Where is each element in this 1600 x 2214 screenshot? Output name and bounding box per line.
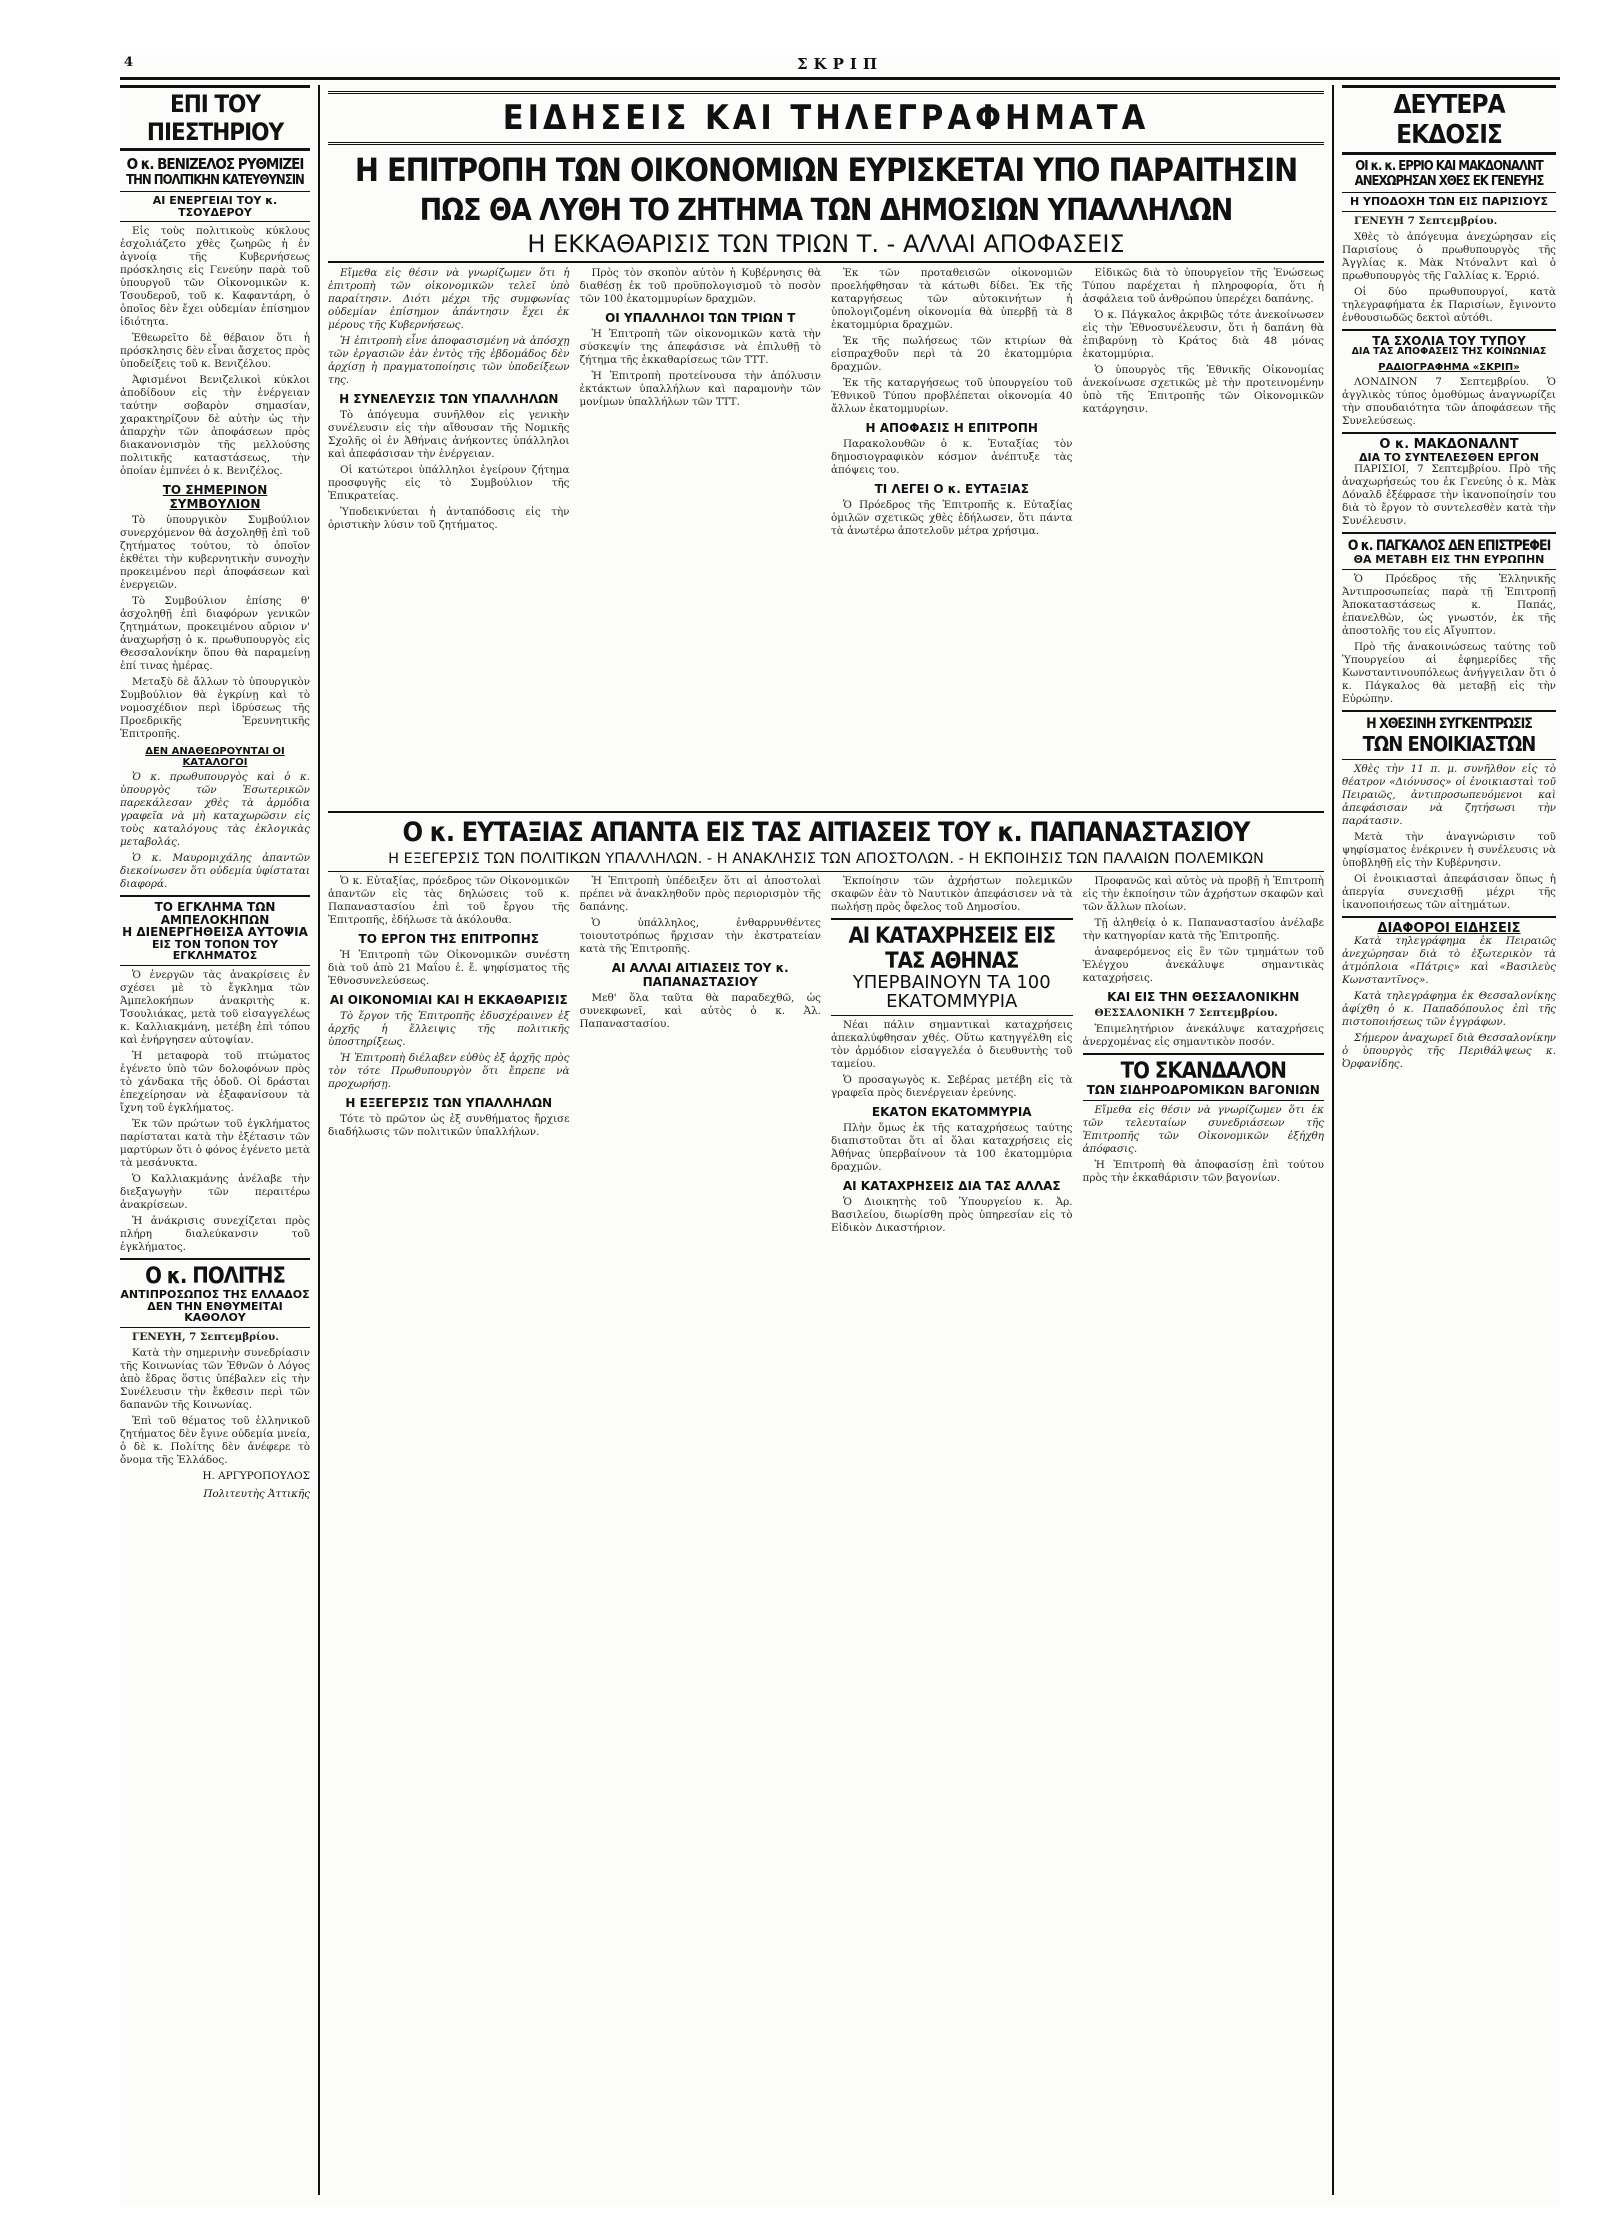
section-heading: ΑΙ ΑΛΛΑΙ ΑΙΤΙΑΣΕΙΣ ΤΟΥ κ. ΠΑΠΑΝΑΣΤΑΣΙΟΥ (611, 961, 789, 990)
sub-headline: Η ΥΠΟΔΟΧΗ ΤΩΝ ΕΙΣ ΠΑΡΙΣΙΟΥΣ (1349, 195, 1549, 208)
article-paragraph: Ὁ ὑπουργὸς τῆς Ἐθνικῆς Οἰκονομίας ἀνεκοίνωσε σχετικῶς μὲ τὴν προτεινομένην ὑπὸ τῆς Ἐπιτροπῆς τῶν Οἰκονομικῶν κατάργησιν. (1082, 364, 1324, 416)
section-heading: Η ΕΞΕΓΕΡΣΙΣ ΤΩΝ ΥΠΑΛΛΗΛΩΝ (345, 1096, 553, 1111)
article-paragraph: Πλὴν ὅμως ἐκ τῆς καταχρήσεως ταύτης διαπιστοῦται ὅτι αἱ ὅλαι καταχρήσεις εἰς Ἀθήνας ὑπερβαίνουν τὰ 100 ἑκατομμύρια δραχμῶν. (831, 1122, 1073, 1174)
lead-headline-3: ΑΙ ΕΝΕΡΓΕΙΑΙ ΤΟΥ κ. ΤΣΟΥΔΕΡΟΥ (152, 194, 278, 219)
masthead (120, 55, 1560, 80)
sub-headline: ΔΙΑ ΤΑΣ ΑΠΟΦΑΣΕΙΣ ΤΗΣ ΚΟΙΝΩΝΙΑΣ (1351, 346, 1547, 358)
article-column (328, 875, 570, 2105)
left-title: ΕΠΙ ΤΟΥ ΠΙΕΣΤΗΡΙΟΥ (120, 85, 310, 151)
dateline: ΓΕΝΕΥΗ 7 Σεπτεμβρίου. (1354, 214, 1498, 227)
article-paragraph: Μετὰ τὴν ἀναγνώρισιν τοῦ ψηφίσματος ἐνέκρινεν ἡ συνέλευσις νὰ ὑποβληθῇ εἰς τὴν Κυβέρνησιν. (1342, 830, 1556, 869)
headline: Ο κ. ΠΑΓΚΑΛΟΣ ΔΕΝ ΕΠΙΣΤΡΕΦΕΙ (1347, 538, 1551, 555)
article-paragraph: Ὁ κ. Μαυρομιχάλης ἀπαντῶν διεκοίνωσεν ὅτι οὐδεμία ὑφίσταται διαφορά. (120, 852, 310, 891)
article-paragraph: Οἱ δύο πρωθυπουργοί, κατὰ τηλεγραφήματα ἐκ Παρισίων, ἔγινοντο ἐνθουσιωδῶς δεκτοὶ αὐτόθι. (1342, 285, 1556, 324)
article-paragraph: Ἡ Ἐπιτροπὴ ὑπέδειξεν ὅτι αἱ ἀποστολαὶ πρέπει νὰ ἀνακληθοῦν πρὸς περιορισμὸν τῆς δαπάνης. (579, 875, 821, 914)
article-paragraph: Μεταξὺ δὲ ἄλλων τὸ ὑπουργικὸν Συμβούλιον θὰ ἐγκρίνῃ καὶ τὸ νομοσχέδιον περὶ ἱδρύσεως τῆς Προεδρικῆς Ἐρευνητικῆς Ἐπιτροπῆς. (120, 676, 310, 741)
article-paragraph: Ἡ Ἐπιτροπὴ τῶν οἰκονομικῶν κατὰ τὴν σύσκεψίν της ἀπεφάσισε νὰ ἐπιλυθῇ τὸ ζήτημα τῆς ἐκκαθαρίσεως τῶν ΤΤΤ. (579, 328, 821, 367)
headline: ΤΑ ΣΧΟΛΙΑ ΤΟΥ ΤΥΠΟΥ (1372, 333, 1526, 348)
headline: Ο κ. ΠΟΛΙΤΗΣ (145, 1263, 285, 1289)
headline: ΕΙΣ ΤΟΝ ΤΟΠΟΝ ΤΟΥ ΕΓΚΛΗΜΑΤΟΣ (151, 937, 279, 963)
article-paragraph: Ὁ ὑπάλληλος, ἐνθαρρυνθέντες τοιουτοτρόπως ἤρχισαν τὴν ἐκστρατείαν κατὰ τῆς Ἐπιτροπῆς. (579, 917, 821, 956)
lead-headline-1: Ο κ. ΒΕΝΙΖΕΛΟΣ ΡΥΘΜΙΖΕΙ (126, 155, 304, 173)
article-column (580, 875, 822, 2105)
article-paragraph: Ὁ κ. Εὐταξίας, πρόεδρος τῶν Οἰκονομικῶν ἀπαντῶν εἰς τὰς δηλώσεις τοῦ κ. Παπαναστασίου ἐπὶ τοῦ ἔργου τῆς Ἐπιτροπῆς, ἐδήλωσε τὰ ἀκόλουθα. (328, 875, 570, 927)
newspaper-page (120, 55, 1560, 2205)
article-paragraph: Ἡ Ἐπιτροπὴ προτείνουσα τὴν ἀπόλυσιν ἐκτάκτων ὑπαλλήλων καὶ παραμονὴν τῶν μονίμων ὑπαλλήλων τῶν ΤΤΤ. (579, 370, 821, 409)
signature-title: Πολιτευτὴς Ἀττικῆς (203, 1487, 310, 1500)
section-heading: ΔΕΝ ΑΝΑΘΕΩΡΟΥΝΤΑΙ ΟΙ ΚΑΤΑΛΟΓΟΙ (145, 746, 285, 769)
article-paragraph: Ἐκ τῶν πρώτων τοῦ ἐγκλήματος παρίσταται κατὰ τὴν ἐξέτασιν τῶν μαρτύρων ὅτι ὁ φόνος ἐγένετο μετὰ τὰ μεσάνυκτα. (120, 1117, 310, 1169)
article-paragraph: ΛΟΝΔΙΝΟΝ 7 Σεπτεμβρίου. Ὁ ἀγγλικὸς τύπος ὁμοθύμως ἀναγνωρίζει τὴν σπουδαιότητα τῶν ἀποφάσεων τῆς Συνελεύσεως. (1342, 376, 1556, 428)
article-paragraph: Τὸ ἔργον τῆς Ἐπιτροπῆς ἐδυσχέραινεν ἐξ ἀρχῆς ἡ ἔλλειψις τῆς πολιτικῆς ὑποστηρίξεως. (328, 1010, 570, 1049)
article-paragraph: Οἱ ἐνοικιασταὶ ἀπεφάσισαν ὅπως ἡ ἀπεργία συνεχισθῇ μέχρι τῆς ἱκανοποιήσεως τῶν αἰτημάτων. (1342, 872, 1556, 911)
article-paragraph: Ἐπὶ τοῦ θέματος τοῦ ἑλληνικοῦ ζητήματος δὲν ἔγινε οὐδεμία μνεία, ὁ δὲ κ. Πολίτης δὲν ἀνέφερε τὸ ὄνομα τῆς Ἑλλάδος. (120, 1414, 310, 1466)
article-paragraph: Ὁ Καλλιακμάνης ἀνέλαβε τὴν διεξαγωγὴν τῶν περαιτέρω ἀνακρίσεων. (120, 1172, 310, 1211)
section-band (328, 91, 1324, 145)
headline: ΑΙ ΚΑΤΑΧΡΗΣΕΙΣ ΕΙΣ ΤΑΣ ΑΘΗΝΑΣ (848, 924, 1056, 975)
section-heading: Η ΣΥΝΕΛΕΥΣΙΣ ΤΩΝ ΥΠΑΛΛΗΛΩΝ (339, 392, 559, 407)
right-column (1342, 85, 1556, 1074)
article-column (831, 267, 1073, 807)
article-paragraph: ΠΑΡΙΣΙΟΙ, 7 Σεπτεμβρίου. Πρὸ τῆς ἀναχωρήσεώς του ἐκ Γενεύης ὁ κ. Μὰκ Δόναλδ ἐξέφρασε τὴν ἱκανοποίησίν του διὰ τὸ ἔργον τὸ συντελεσθὲν κατὰ τὴν Συνέλευσιν. (1342, 463, 1556, 528)
sub-headline: ΔΙΑ ΤΟ ΣΥΝΤΕΛΕΣΘΕΝ ΕΡΓΟΝ (1359, 450, 1539, 464)
article-paragraph: Χθὲς τὴν 11 π. μ. συνῆλθον εἰς τὸ θέατρον «Διόνυσος» οἱ ἐνοικιασταὶ τοῦ Πειραιῶς, ἀντιπροσωπευόμενοι καὶ ἀπεφάσισαν νὰ ζητήσωσι τὴν παράτασιν. (1342, 762, 1556, 827)
section-heading: ΑΙ ΟΙΚΟΝΟΜΙΑΙ ΚΑΙ Η ΕΚΚΑΘΑΡΙΣΙΣ (329, 993, 568, 1008)
paper-name: ΣΚΡΙΠ (796, 55, 884, 73)
section-heading: Η ΑΠΟΦΑΣΙΣ Η ΕΠΙΤΡΟΠΗ (865, 421, 1038, 436)
article-paragraph: Εἴμεθα εἰς θέσιν νὰ γνωρίζωμεν ὅτι ἐκ τῶν τελευταίων συνεδριάσεων τῆς Ἐπιτροπῆς τῶν Οἰκονομικῶν ἐξήχθη ἀπόφασις. (1082, 1104, 1324, 1155)
section-heading: ΤΟ ΣΗΜΕΡΙΝΟΝ ΣΥΜΒΟΥΛΙΟΝ (162, 483, 268, 512)
article-paragraph: Ὁ Διοικητὴς τοῦ Ὑπουργείου κ. Ἀρ. Βασιλείου, διωρίσθη πρὸς ὑπηρεσίαν εἰς τὸ Εἰδικὸν Δικαστήριον. (831, 1196, 1073, 1235)
article-paragraph: Ἡ ἐπιτροπὴ εἶνε ἀποφασισμένη νὰ ἀπόσχῃ τῶν ἐργασιῶν ἐὰν ἐντὸς τῆς ἑβδομάδος δὲν ἀρχίσῃ ἡ πραγματοποίησις τῶν ὑποδείξεων της. (328, 335, 570, 387)
main-headline: Η ΕΠΙΤΡΟΠΗ ΤΩΝ ΟΙΚΟΝΟΜΙΩΝ ΕΥΡΙΣΚΕΤΑΙ ΥΠΟ ΠΑΡΑΙΤΗΣΙΝ (354, 151, 1298, 189)
article-paragraph: Χθὲς τὸ ἀπόγευμα ἀνεχώρησαν εἰς Παρισίους ὁ πρωθυπουργὸς τῆς Ἀγγλίας κ. Μὰκ Ντόναλντ καὶ ὁ πρωθυπουργὸς τῆς Γαλλίας κ. Ἐρριό. (1342, 230, 1556, 282)
article-paragraph: Κατὰ τηλεγράφημα ἐκ Πειραιῶς ἀνεχώρησαν διὰ τὸ ἐξωτερικὸν τὰ ἀτμόπλοια «Πάτρις» καὶ «Βασιλεὺς Κωνσταντῖνος». (1342, 935, 1556, 987)
section-heading: ΤΙ ΛΕΓΕΙ Ο κ. ΕΥΤΑΞΙΑΣ (874, 482, 1029, 497)
article-column (1083, 267, 1325, 807)
article-paragraph: Τὸ ἀπόγευμα συνῆλθον εἰς γενικὴν συνέλευσιν εἰς τὴν αἴθουσαν τῆς Νομικῆς Σχολῆς οἱ ἐν Ἀθήναις ἀνήκοντες ὑπάλληλοι καὶ ἀπεφάσισαν τὴν ἐνέργειαν. (328, 409, 570, 461)
section-heading: ΟΙ ΥΠΑΛΛΗΛΟΙ ΤΩΝ ΤΡΙΩΝ Τ (605, 311, 796, 326)
sub-headline: ΠΩΣ ΘΑ ΛΥΘΗ ΤΟ ΖΗΤΗΜΑ ΤΩΝ ΔΗΜΟΣΙΩΝ ΥΠΑΛΛΗΛΩΝ (419, 193, 1233, 228)
sub-headline: ΤΩΝ ΣΙΔΗΡΟΔΡΟΜΙΚΩΝ ΒΑΓΟΝΙΩΝ (1086, 1083, 1320, 1098)
dateline: ΘΕΣΣΑΛΟΝΙΚΗ 7 Σεπτεμβρίου. (1094, 1007, 1278, 1020)
sub-headline: Η ΕΚΚΑΘΑΡΙΣΙΣ ΤΩΝ ΤΡΙΩΝ Τ. - ΑΛΛΑΙ ΑΠΟΦΑΣΕΙΣ (527, 230, 1125, 258)
article-paragraph: Μεθ' ὅλα ταῦτα θὰ παραδεχθῶ, ὡς συνεκφωνεῖ, καὶ αὐτὸς ὁ κ. Ἀλ. Παπαναστασίου. (579, 992, 821, 1031)
headline: ΔΙΑΦΟΡΟΙ ΕΙΔΗΣΕΙΣ (1377, 920, 1521, 936)
article-paragraph: Προφανῶς καὶ αὐτὸς νὰ προβῇ ἡ Ἐπιτροπὴ εἰς τὴν ἐκποίησιν τῶν ἀχρήστων σκαφῶν καὶ τῶν ἄλλων πλοίων. (1082, 875, 1324, 914)
sub-headline: Η ΕΞΕΓΕΡΣΙΣ ΤΩΝ ΠΟΛΙΤΙΚΩΝ ΥΠΑΛΛΗΛΩΝ. - Η ΑΝΑΚΛΗΣΙΣ ΤΩΝ ΑΠΟΣΤΟΛΩΝ. - Η ΕΚΠΟΙΗΣΙΣ ΤΩΝ ΠΑΛΑΙΩΝ ΠΟΛΕΜΙΚΩΝ (388, 851, 1264, 868)
article-paragraph: Πρὸ τῆς ἀνακοινώσεως ταύτης τοῦ Ὑπουργείου αἱ ἐφημερίδες τῆς Κωνσταντινουπόλεως ἀνήγγειλαν ὅτι ὁ κ. Πάγκαλος θὰ μεταβῇ εἰς τὴν Εὐρώπην. (1342, 640, 1556, 705)
lead-headline-2: ΤΗΝ ΠΟΛΙΤΙΚΗΝ ΚΑΤΕΥΘΥΝΣΙΝ (126, 173, 304, 188)
article-paragraph: Ἐκ τῆς πωλήσεως τῶν κτιρίων θὰ εἰσπραχθοῦν περὶ τὰ 20 ἑκατομμύρια δραχμῶν. (831, 335, 1073, 374)
section-heading: ΕΚΑΤΟΝ ΕΚΑΤΟΜΜΥΡΙΑ (871, 1105, 1032, 1120)
article-column (831, 875, 1073, 2105)
article-paragraph: Ἡ Ἐπιτροπὴ τῶν Οἰκονομικῶν συνέστη διὰ τοῦ ἀπὸ 21 Μαΐου ἐ. ἔ. ψηφίσματος τῆς Ἐθνοσυνελεύσεως. (328, 949, 570, 988)
headline: ΤΟ ΕΓΚΛΗΜΑ ΤΩΝ ΑΜΠΕΛΟΚΗΠΩΝ (154, 900, 276, 927)
headline: ΤΟ ΣΚΑΝΔΑΛΟΝ (1120, 1059, 1286, 1085)
article-paragraph: Οἱ κατώτεροι ὑπάλληλοι ἐγείρουν ζήτημα προσφυγῆς εἰς τὸ Συμβούλιον τῆς Ἐπικρατείας. (328, 464, 570, 503)
section-heading: ΚΑΙ ΕΙΣ ΤΗΝ ΘΕΣΣΑΛΟΝΙΚΗΝ (1107, 990, 1300, 1005)
section-heading: ΡΑΔΙΟΓΡΑΦΗΜΑ «ΣΚΡΙΠ» (1378, 362, 1520, 374)
article-paragraph: Ἐκ τῆς καταργήσεως τοῦ ὑπουργείου τοῦ Ἐθνικοῦ Τύπου προβλέπεται οἰκονομία 40 ἄλλων ἑκατομμυρίων. (831, 377, 1073, 416)
article-paragraph: Παρακολουθῶν ὁ κ. Ἐυταξίας τὸν δημοσιογραφικὸν κόσμον ἀνέπτυξε τὰς ἀπόψεις του. (831, 438, 1073, 477)
article-paragraph: Ὑποδεικνύεται ἡ ἀνταπόδοσις εἰς τὴν ὁριστικὴν λύσιν τοῦ ζητήματος. (328, 506, 570, 532)
article-paragraph: Εἰδικῶς διὰ τὸ ὑπουργεῖον τῆς Ἐνώσεως Τύπου παρέχεται ἡ πληροφορία, ὅτι ἡ ἀσφάλεια τοῦ ἀνθρώπου ὑπερέχει δαπάνης. (1082, 267, 1324, 306)
article-paragraph: Τὸ Συμβούλιον ἐπίσης θ' ἀσχοληθῇ ἐπὶ διαφόρων γενικῶν ζητημάτων, προκειμένου αὔριον ν' ἀναχωρήσῃ ὁ κ. πρωθυπουργὸς εἰς Θεσσαλονίκην ὅπου θὰ παραμείνῃ ἐπί τινας ἡμέρας. (120, 595, 310, 673)
article-paragraph: Ἡ μεταφορὰ τοῦ πτώματος ἐγένετο ὑπὸ τῶν δολοφόνων πρὸς τὸ χάνδακα τῆς ὁδοῦ. Οἱ δράσται ἐπεχείρησαν νὰ ἐξαφανίσουν τὰ ἴχνη τοῦ ἐγκλήματος. (120, 1049, 310, 1114)
section-title: ΕΙΔΗΣΕΙΣ ΚΑΙ ΤΗΛΕΓΡΑΦΗΜΑΤΑ (502, 98, 1150, 138)
headline: Η ΧΘΕΣΙΝΗ ΣΥΓΚΕΝΤΡΩΣΙΣ (1366, 715, 1532, 732)
article-column (328, 267, 570, 807)
lead-paragraph: Εἰς τοὺς πολιτικοὺς κύκλους ἐσχολιάζετο χθὲς ζωηρῶς ἡ ἐν ἀγνοίᾳ τῆς Κυβερνήσεως πρόσκλησις εἰς Γενεύην παρὰ τοῦ ὑπουργοῦ τῶν Οἰκονομικῶν κ. Τσουδεροῦ, τοῦ κ. Καφαντάρη, ὁ ὁποῖος δὲν ἔχει οὐδεμίαν ἐπίσημον ἰδιότητα. (120, 225, 310, 329)
article-paragraph: Ἡ Ἐπιτροπὴ διέλαβεν εὐθὺς ἐξ ἀρχῆς πρὸς τὸν τότε Πρωθυπουργὸν ὅτι ἔπρεπε νὰ προχωρήσῃ. (328, 1052, 570, 1091)
article-paragraph: Κατὰ τὴν σημερινὴν συνεδρίασιν τῆς Κοινωνίας τῶν Ἐθνῶν ὁ Λόγος ἀπὸ ἔδρας ὅστις ὑπέβαλεν εἰς τὴν Συνέλευσιν τὴν ἔκθεσιν περὶ τῶν δαπανῶν τῆς Κοινωνίας. (120, 1346, 310, 1411)
article-column (1083, 875, 1325, 2105)
article-paragraph: Ἡ ἀνάκρισις συνεχίζεται πρὸς πλήρη διαλεύκανσιν τοῦ ἐγκλήματος. (120, 1214, 310, 1253)
article-paragraph: Ἡ Ἐπιτροπὴ θὰ ἀποφασίσῃ ἐπὶ τούτου πρὸς τὴν ἐκκαθάρισιν τῶν βαγονίων. (1082, 1159, 1324, 1184)
headline: ΔΕΝ ΤΗΝ ΕΝΘΥΜΕΙΤΑΙ ΚΑΘΟΛΟΥ (147, 1299, 283, 1325)
article-paragraph: Ὁ Πρόεδρος τῆς Ἑλληνικῆς Ἀντιπροσωπείας παρὰ τῇ Ἐπιτροπῇ Ἀποκαταστάσεως κ. Παπάς, ἐπανελθὼν, ὡς γνωστόν, ἐκ τῆς ἀποστολῆς του εἰς Αἴγυπτον. (1342, 572, 1556, 637)
article-paragraph: Κατὰ τηλεγράφημα ἐκ Θεσσαλονίκης ἀφίχθη ὁ κ. Παπαδόπουλος ἐπὶ τῆς πιστοποιήσεως τῶν ἐγγράφων. (1342, 990, 1556, 1029)
article-paragraph: Ἐπιμελητήριον ἀνεκάλυψε καταχρήσεις ἀνερχομένας εἰς σημαντικὸν ποσόν. (1082, 1023, 1324, 1049)
section-heading: ΑΙ ΚΑΤΑΧΡΗΣΕΙΣ ΔΙΑ ΤΑΣ ΑΛΛΑΣ (842, 1179, 1061, 1194)
article-paragraph: Ἐκ τῶν προταθεισῶν οἰκονομιῶν προελήφθησαν τὰ κάτωθι δίδει. Ἐκ τῆς καταργήσεως τῶν αὐτοκινήτων ἡ ὑπολογιζομένη οἰκονομία θὰ ὑπερβῇ τὰ 8 ἑκατομμύρια δραχμῶν. (831, 267, 1073, 332)
sub-headline: ΥΠΕΡΒΑΙΝΟΥΝ ΤΑ 100 ΕΚΑΤΟΜΜΥΡΙΑ (852, 972, 1051, 1013)
article-paragraph: Ἐκποίησιν τῶν ἀχρήστων πολεμικῶν σκαφῶν ἐὰν τὸ Ναυτικὸν ἀπεφάσισεν νὰ τὰ πωλήσῃ πρὸς ὄφελος τοῦ Δημοσίου. (831, 875, 1073, 914)
article-paragraph: Νέαι πάλιν σημαντικαὶ καταχρήσεις ἀπεκαλύφθησαν χθές. Οὕτω κατηγγέλθη εἰς τὸν ἀρμόδιον εἰσαγγελέα ὁ διευθυντὴς τοῦ ταμείου. (831, 1019, 1073, 1071)
article-paragraph: Εἴμεθα εἰς θέσιν νὰ γνωρίζωμεν ὅτι ἡ ἐπιτροπὴ τῶν οἰκονομικῶν τελεῖ ὑπὸ παραίτησιν. Διότι μέχρι τῆς συμφωνίας οὐδεμίαν ἐπίσημον ἀπάντησιν ἔχει ἐκ μέρους τῆς Κυβερνήσεως. (328, 267, 570, 332)
lead-paragraph: Ἀφισμένοι Βενιζελικοὶ κύκλοι ἀποδίδουν εἰς τὴν ἐνέργειαν ταύτην σοβαρὸν σημασίαν, χαρακτηρίζουν δὲ αὐτὴν ὡς τὴν ἀπαρχὴν τῶν ἀποφάσεων πρὸς διακανονισμὸν τῆς μελλούσης πολιτικῆς καταστάσεως, τὴν ὁποίαν ἐμπνέει ὁ κ. Βενιζέλος. (120, 374, 310, 478)
article-paragraph: Ὁ ἐνεργῶν τὰς ἀνακρίσεις ἐν σχέσει μὲ τὸ ἔγκλημα τῶν Ἀμπελοκήπων ἀνακριτὴς κ. Τσουλιάκας, μετὰ τοῦ εἰσαγγελέως κ. Καλλιακμάνη, μετέβη ἐπὶ τόπου καὶ ἐνήργησεν αὐτοψίαν. (120, 968, 310, 1046)
article-paragraph: Τῇ ἀληθείᾳ ὁ κ. Παπαναστασίου ἀνέλαβε τὴν κατηγορίαν κατὰ τῆς Ἐπιτροπῆς. (1082, 917, 1324, 943)
center-section (328, 85, 1324, 2105)
article-paragraph: Πρὸς τὸν σκοπὸν αὐτὸν ἡ Κυβέρνησις θὰ διαθέσῃ ἐκ τοῦ προϋπολογισμοῦ τὸ ποσὸν τῶν 100 ἑκατομμυρίων δραχμῶν. (579, 267, 821, 306)
article-paragraph: Ὁ κ. Πάγκαλος ἀκριβῶς τότε ἀνεκοίνωσεν εἰς τὴν Ἐθνοσυνέλευσιν, ὅτι ἡ δαπάνη θὰ ἐπιβαρύνῃ τὸ Κράτος διὰ 48 μόνας ἑκατομμύρια. (1082, 309, 1324, 361)
lead-paragraph: Ἐθεωρεῖτο δὲ θέβαιον ὅτι ἡ πρόσκλησις δὲν εἶναι ἄσχετος πρὸς ὑποδείξεις τοῦ κ. Βενιζέλου. (120, 332, 310, 371)
headline: ΤΩΝ ΕΝΟΙΚΙΑΣΤΩΝ (1362, 731, 1536, 756)
page-number: 4 (124, 55, 134, 70)
right-title: ΔΕΥΤΕΡΑ ΕΚΔΟΣΙΣ (1342, 85, 1556, 155)
sub-headline: ΘΑ ΜΕΤΑΒΗ ΕΙΣ ΤΗΝ ΕΥΡΩΠΗΝ (1353, 553, 1545, 567)
headline: Ο κ. ΜΑΚΔΟΝΑΛΝΤ (1379, 437, 1519, 453)
article-paragraph: Ὁ Πρόεδρος τῆς Ἐπιτροπῆς κ. Εὐταξίας ὁμιλῶν σχετικῶς χθὲς ἐδήλωσεν, ὅτι πάντα τὰ ἀνωτέρω ἀποτελοῦν μέτρα χρήσιμα. (831, 499, 1073, 538)
headline: ΑΝΤΙΠΡΟΣΩΠΟΣ ΤΗΣ ΕΛΛΑΔΟΣ (120, 1287, 310, 1301)
article-paragraph: Τότε τὸ πρῶτον ὡς ἐξ συνθήματος ἤρχισε διαδήλωσις τῶν πολιτικῶν ὑπαλλήλων. (328, 1113, 570, 1139)
article-paragraph: Τὸ ὑπουργικὸν Συμβούλιον συνερχόμενον θὰ ἀσχοληθῇ ἐπὶ τοῦ ζητήματος τούτου, τὸ ὁποῖον ἐκθέτει τὴν κυβερνητικὴν συνοχὴν προκειμένου περὶ ἀποφάσεων καὶ ἐνεργειῶν. (120, 514, 310, 592)
article-paragraph: Ὁ κ. πρωθυπουργὸς καὶ ὁ κ. ὑπουργὸς τῶν Ἐσωτερικῶν παρεκάλεσαν χθὲς τὰ ἀρμόδια γραφεῖα νὰ μὴ καταχωρῶσιν εἰς τοὺς καταλόγους τὰς ἐκλογικὰς μεταβολάς. (120, 771, 310, 849)
headline: Ο κ. ΕΥΤΑΞΙΑΣ ΑΠΑΝΤΑ ΕΙΣ ΤΑΣ ΑΙΤΙΑΣΕΙΣ ΤΟΥ κ. ΠΑΠΑΝΑΣΤΑΣΙΟΥ (402, 817, 1250, 849)
article-paragraph: Σήμερον ἀναχωρεῖ διὰ Θεσσαλονίκην ὁ ὑπουργὸς τῆς Περιθάλψεως κ. Ὀρφανίδης. (1342, 1032, 1556, 1071)
signature: Η. ΑΡΓΥΡΟΠΟΥΛΟΣ (202, 1469, 310, 1482)
section-heading: ΤΟ ΕΡΓΟΝ ΤΗΣ ΕΠΙΤΡΟΠΗΣ (358, 932, 539, 947)
article-paragraph: ἀναφερόμενος εἰς ἓν τῶν τμημάτων τοῦ Ἐλέγχου ἀνεκάλυψε σημαντικὰς καταχρήσεις. (1082, 946, 1324, 985)
article-column (580, 267, 822, 807)
article-paragraph: Ὁ προσαγωγὸς κ. Σεβέρας μετέβη εἰς τὰ γραφεῖα πρὸς διενέργειαν ἐρεύνης. (831, 1074, 1073, 1100)
headline: Η ΔΙΕΝΕΡΓΗΘΕΙΣΑ ΑΥΤΟΨΙΑ (122, 925, 308, 940)
left-column (120, 85, 310, 1506)
dateline: ΓΕΝΕΥΗ, 7 Σεπτεμβρίου. (132, 1330, 279, 1343)
headline: ΟΙ κ. κ. ΕΡΡΙΟ ΚΑΙ ΜΑΚΔΟΝΑΛΝΤ ΑΝΕΧΩΡΗΣΑΝ ΧΘΕΣ ΕΚ ΓΕΝΕΥΗΣ (1354, 159, 1544, 189)
